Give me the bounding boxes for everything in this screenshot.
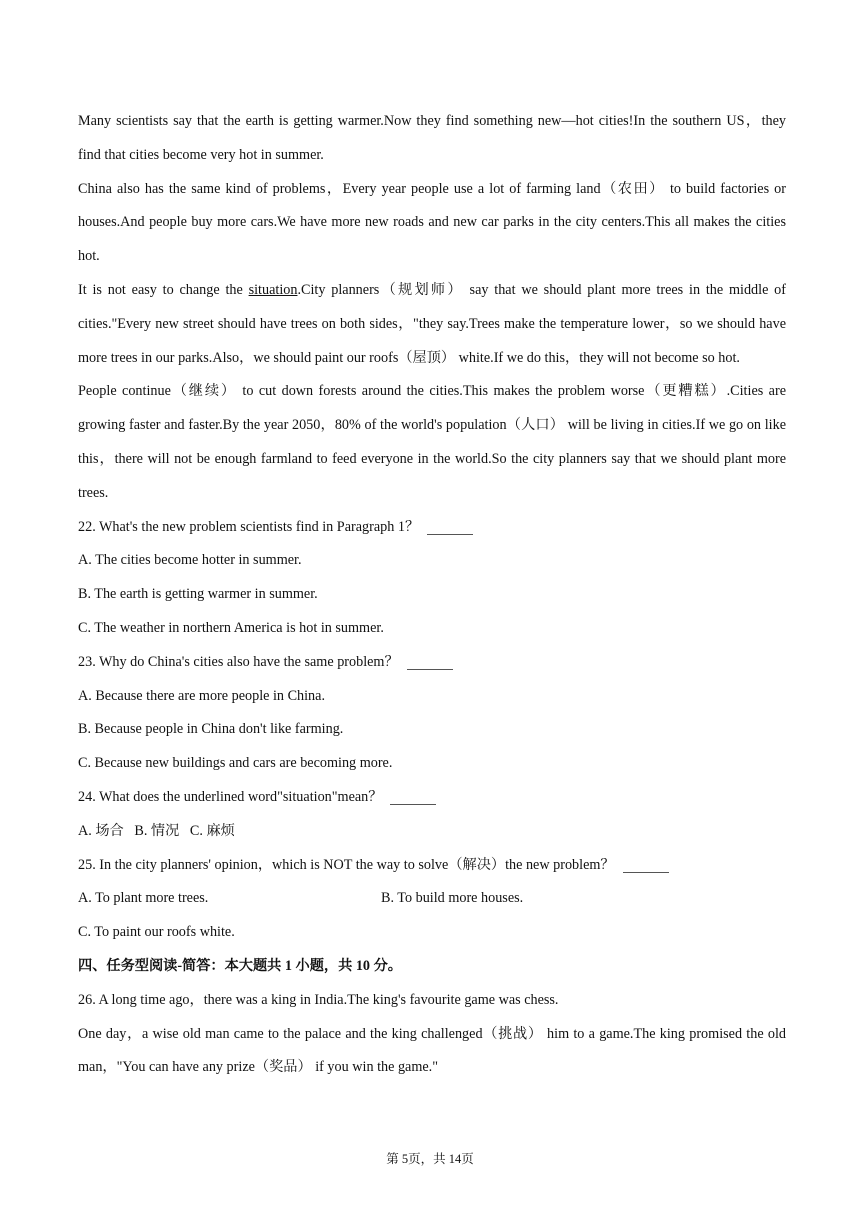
p3-text-after: .City planners（规划师） say that we should plant more trees in the middle of cities."Every new street should have trees on both sides，"they say.Trees make the temperature lower，so we should have more trees in our parks.Also，we should paint our roofs（屋顶） white.If we do this，they will not become so hot. <box>78 281 786 366</box>
question-25-option-b: B. To build more houses. <box>381 890 524 907</box>
question-22-option-c: C. The weather in northern America is hot in summer. <box>78 619 384 636</box>
question-25-option-c: C. To paint our roofs white. <box>78 924 235 941</box>
passage-paragraph-2: China also has the same kind of problems，Every year people use a lot of farming land（农田） to build factories or houses.And people buy more cars.We have more new roads and new car parks in the city centers.This all makes the cities hot. <box>78 180 786 265</box>
p3-text-before: It is not easy to change the <box>78 281 249 298</box>
document-body <box>78 105 786 1085</box>
question-24-options: A. 场合 B. 情况 C. 麻烦 <box>78 822 235 839</box>
passage-paragraph-3 <box>78 274 786 375</box>
answer-blank-25[interactable] <box>623 858 669 873</box>
question-23-option-c: C. Because new buildings and cars are becoming more. <box>78 755 393 772</box>
passage-paragraph-4: People continue（继续） to cut down forests around the cities.This makes the problem worse（更糟糕）.Cities are growing faster and faster.By the year 2050，80% of the world's population（人口） will be living in cities.If we go on like this，there will not be enough farmland to feed everyone in the world.So the city planners say that we should plant more trees. <box>78 383 786 501</box>
question-23 <box>78 646 786 680</box>
question-26-line-1: 26. A long time ago，there was a king in India.The king's favourite game was chess. <box>78 991 559 1008</box>
question-23-option-b: B. Because people in China don't like farming. <box>78 721 344 738</box>
question-23-text: 23. Why do China's cities also have the same problem？ <box>78 653 399 670</box>
question-24 <box>78 781 786 815</box>
question-25 <box>78 849 786 883</box>
answer-blank-22[interactable] <box>427 520 473 535</box>
question-25-text: 25. In the city planners' opinion，which is NOT the way to solve（解决）the new problem？ <box>78 856 615 873</box>
question-22-text: 22. What's the new problem scientists find in Paragraph 1？ <box>78 518 420 535</box>
question-23-option-a: A. Because there are more people in China. <box>78 687 325 704</box>
question-24-text: 24. What does the underlined word"situation"mean？ <box>78 788 383 805</box>
underlined-word-situation: situation <box>248 281 298 298</box>
page-footer: 第 5页，共 14页 <box>386 1152 474 1166</box>
answer-blank-23[interactable] <box>407 655 453 670</box>
question-22-option-b: B. The earth is getting warmer in summer. <box>78 586 318 603</box>
passage-paragraph-1: Many scientists say that the earth is getting warmer.Now they find something new—hot cities!In the southern US，they find that cities become very hot in summer. <box>78 113 786 163</box>
question-25-options-row <box>78 882 786 916</box>
question-22 <box>78 511 786 545</box>
question-25-option-a: A. To plant more trees. <box>78 890 209 907</box>
question-26-paragraph: One day，a wise old man came to the palace and the king challenged（挑战） him to a game.The king promised the old man，"You can have any prize（奖品） if you win the game." <box>78 1025 786 1076</box>
answer-blank-24[interactable] <box>390 790 436 805</box>
question-22-option-a: A. The cities become hotter in summer. <box>78 552 302 569</box>
section-4-heading: 四、任务型阅读-简答：本大题共 1 小题，共 10 分。 <box>78 957 402 974</box>
